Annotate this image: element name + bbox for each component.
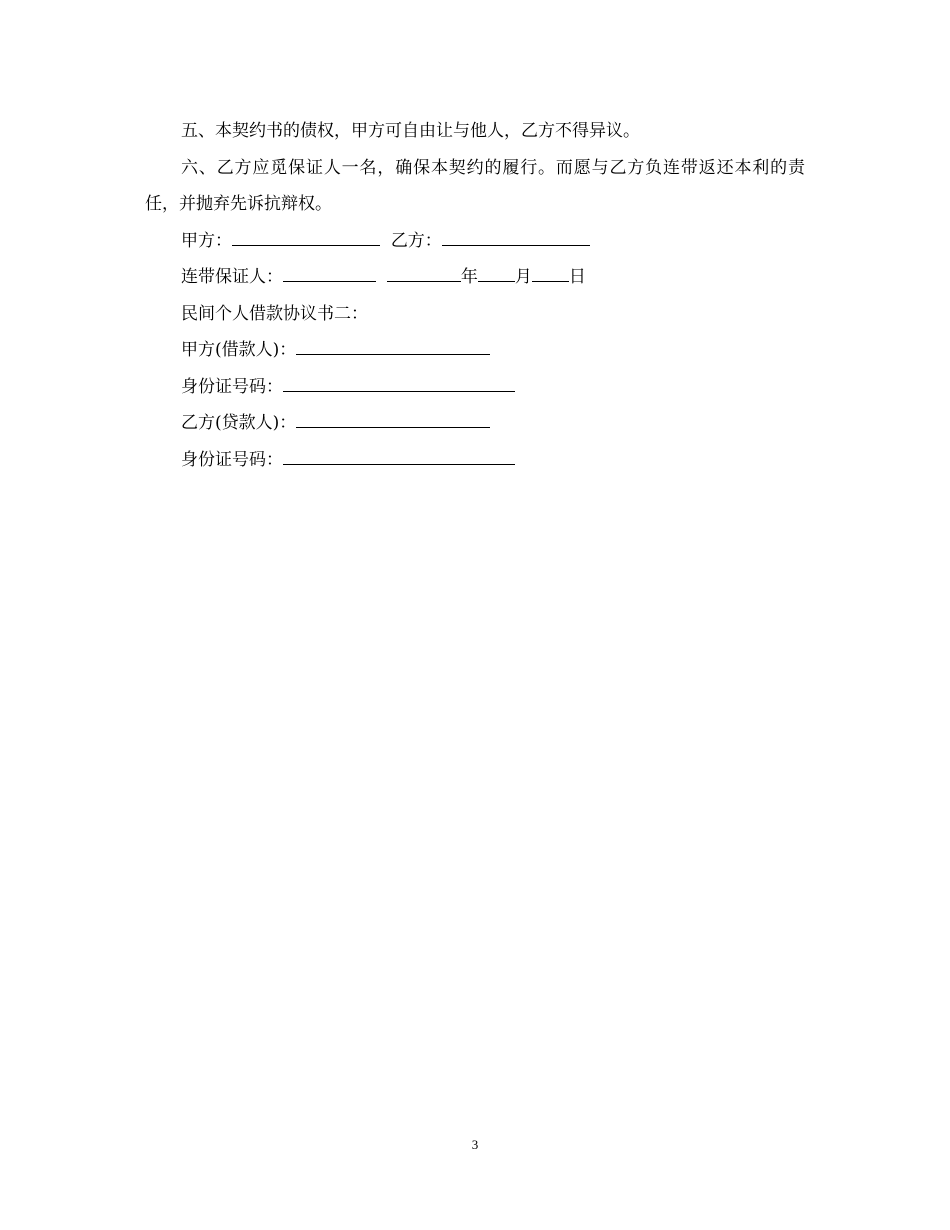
- month-label: 月: [514, 267, 532, 287]
- signature-line-guarantor: [145, 259, 805, 296]
- borrower-line: [145, 332, 805, 369]
- month-blank: [478, 261, 515, 282]
- clause-five: [145, 113, 805, 150]
- party-b-blank: [442, 225, 590, 246]
- party-b-label: 乙方：: [390, 230, 442, 251]
- lender-id-line: [145, 442, 805, 479]
- borrower-blank: [296, 334, 490, 355]
- year-blank: [387, 261, 461, 282]
- borrower-label: 甲方(借款人)：: [181, 340, 297, 360]
- page-number: 3: [471, 1137, 479, 1152]
- document-body: [145, 113, 805, 478]
- borrower-id-line: [145, 369, 805, 406]
- second-agreement-title: [145, 296, 805, 333]
- borrower-id-blank: [283, 371, 515, 392]
- signature-line-parties: [145, 223, 805, 260]
- day-blank: [532, 261, 569, 282]
- party-a-label: 甲方：: [181, 230, 232, 251]
- year-label: 年: [460, 267, 478, 287]
- lender-id-blank: [283, 444, 515, 465]
- party-a-blank: [232, 225, 380, 246]
- clause-six: [145, 150, 805, 223]
- lender-line: [145, 405, 805, 442]
- lender-blank: [296, 407, 490, 428]
- lender-id-label: 身份证号码：: [181, 449, 283, 470]
- second-agreement-title-text: 民间个人借款协议书二：: [181, 303, 368, 324]
- clause-six-text: 六、乙方应觅保证人一名，确保本契约的履行。而愿与乙方负连带返还本利的责任，并抛弃先诉抗辩权。: [145, 157, 805, 214]
- day-label: 日: [568, 267, 586, 287]
- guarantor-label: 连带保证人：: [181, 267, 283, 287]
- clause-five-text: 五、本契约书的债权，甲方可自由让与他人，乙方不得异议。: [181, 121, 640, 141]
- guarantor-blank: [283, 261, 376, 282]
- lender-label: 乙方(贷款人)：: [181, 413, 297, 433]
- borrower-id-label: 身份证号码：: [181, 376, 283, 397]
